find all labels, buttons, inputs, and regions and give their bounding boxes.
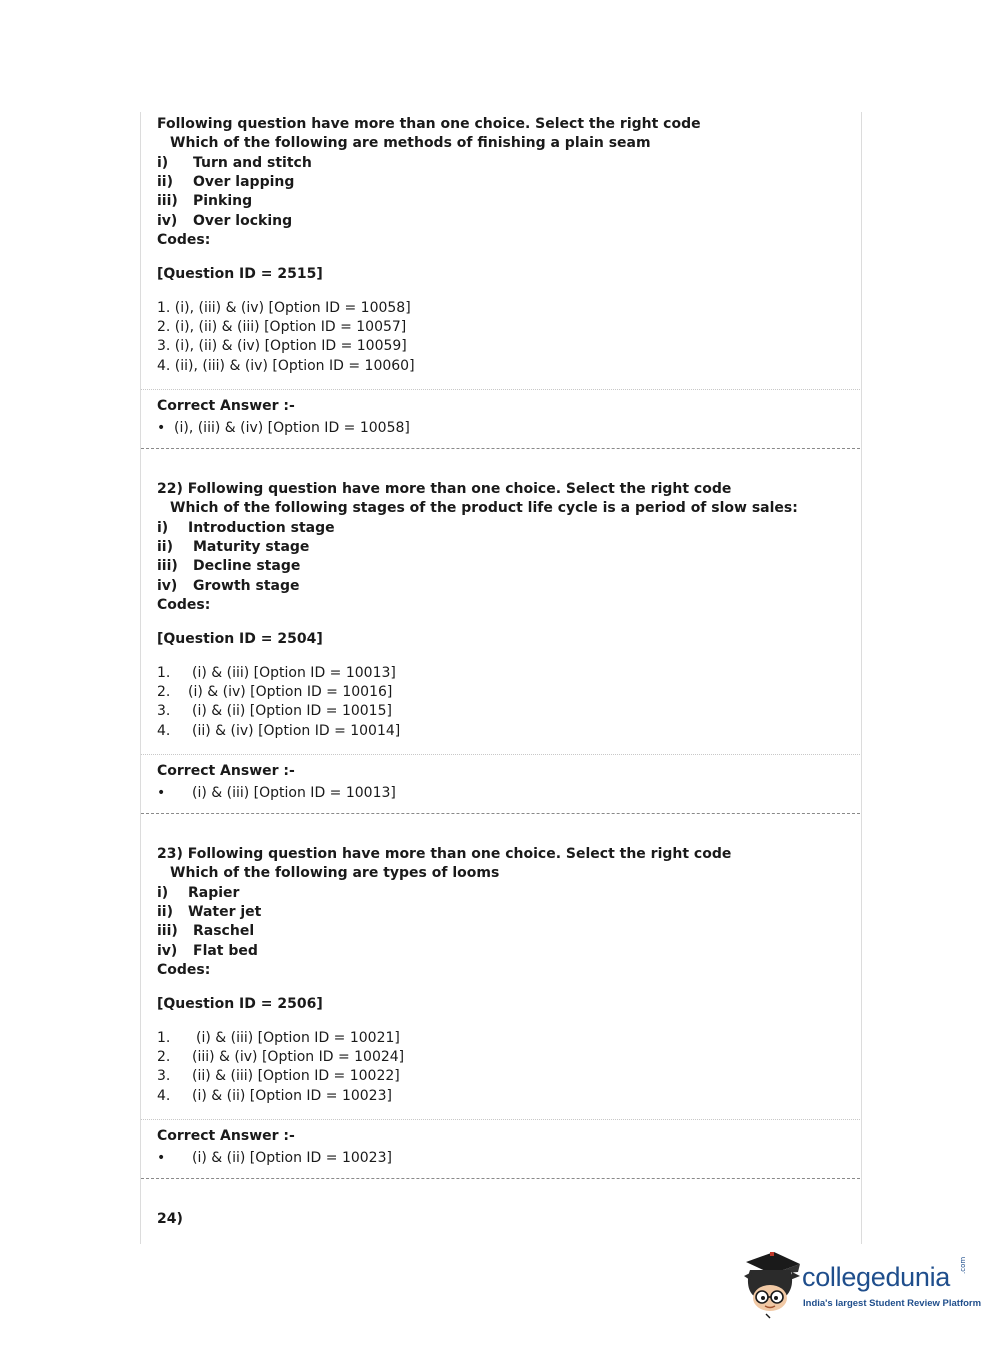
option-text: (ii) & (iv) [Option ID = 10014] <box>192 723 401 739</box>
q21-item-text: Over lapping <box>193 174 295 190</box>
q21-option-4: 4. (ii), (iii) & (iv) [Option ID = 10060] <box>157 358 415 374</box>
q21-item-text: Over locking <box>193 213 293 229</box>
q23-item-2 <box>157 904 261 920</box>
bullet: • <box>157 420 166 436</box>
q23-item-num: i) <box>157 885 169 901</box>
option-num: 4. <box>157 1088 171 1104</box>
q22-correct-text: (i) & (iii) [Option ID = 10013] <box>192 785 396 801</box>
q23-item-1 <box>157 885 239 901</box>
divider <box>141 389 860 390</box>
q23-item-text: Rapier <box>188 885 240 901</box>
option-text: (i) & (ii) [Option ID = 10023] <box>192 1088 392 1104</box>
option-num: 4. <box>157 723 171 739</box>
q22-codes: Codes: <box>157 597 211 613</box>
q22-item-text: Maturity stage <box>193 539 310 555</box>
q21-item-2 <box>157 174 294 190</box>
q22-correct-label: Correct Answer :- <box>157 763 295 779</box>
q23-option-3 <box>157 1068 400 1084</box>
logo-wordmark: collegedunia <box>802 1262 951 1292</box>
q23-item-4 <box>157 943 258 959</box>
q22-item-num: iii) <box>157 558 178 574</box>
bullet: • <box>157 785 166 801</box>
q23-item-num: iii) <box>157 923 178 939</box>
option-text: (i) & (ii) [Option ID = 10015] <box>192 703 392 719</box>
option-num: 2. <box>157 684 171 700</box>
option-text: (i) & (iii) [Option ID = 10013] <box>192 665 396 681</box>
q21-option-3: 3. (i), (ii) & (iv) [Option ID = 10059] <box>157 338 407 354</box>
option-text: (i) & (iii) [Option ID = 10021] <box>196 1030 400 1046</box>
q23-question-id: [Question ID = 2506] <box>157 996 323 1012</box>
logo-domain: .com <box>959 1256 967 1274</box>
question-separator <box>141 1178 860 1179</box>
q21-question: Which of the following are methods of finishing a plain seam <box>170 135 651 151</box>
q22-question-id: [Question ID = 2504] <box>157 631 323 647</box>
q23-option-4 <box>157 1088 392 1104</box>
q23-item-num: iv) <box>157 943 178 959</box>
collegedunia-logo[interactable] <box>740 1250 982 1320</box>
option-num: 3. <box>157 703 171 719</box>
q21-correct-answer <box>157 420 410 436</box>
q22-option-3 <box>157 703 392 719</box>
q21-option-1: 1. (i), (iii) & (iv) [Option ID = 10058] <box>157 300 411 316</box>
q23-correct-label: Correct Answer :- <box>157 1128 295 1144</box>
q23-item-text: Water jet <box>188 904 262 920</box>
q21-question-id: [Question ID = 2515] <box>157 266 323 282</box>
q23-codes: Codes: <box>157 962 211 978</box>
q22-item-num: i) <box>157 520 169 536</box>
question-separator <box>141 813 860 814</box>
q22-option-1 <box>157 665 396 681</box>
q21-item-num: i) <box>157 155 169 171</box>
q22-intro: 22) Following question have more than one choice. Select the right code <box>157 481 732 497</box>
divider <box>141 754 860 755</box>
q21-item-num: iii) <box>157 193 178 209</box>
q23-item-text: Flat bed <box>193 943 258 959</box>
q22-item-1 <box>157 520 335 536</box>
q21-correct-text: (i), (iii) & (iv) [Option ID = 10058] <box>174 420 410 436</box>
q22-option-4 <box>157 723 400 739</box>
q21-item-num: iv) <box>157 213 178 229</box>
q23-item-3 <box>157 923 254 939</box>
question-separator <box>141 448 860 449</box>
q23-option-1 <box>157 1030 400 1046</box>
q23-correct-answer <box>157 1150 392 1166</box>
option-text: (ii) & (iii) [Option ID = 10022] <box>192 1068 400 1084</box>
bullet: • <box>157 1150 166 1166</box>
q23-question: Which of the following are types of looms <box>170 865 500 881</box>
option-text: (iii) & (iv) [Option ID = 10024] <box>192 1049 405 1065</box>
mascot-icon <box>740 1250 802 1320</box>
q21-item-3 <box>157 193 252 209</box>
q23-item-text: Raschel <box>193 923 255 939</box>
q22-item-4 <box>157 578 299 594</box>
q23-option-2 <box>157 1049 404 1065</box>
q21-codes: Codes: <box>157 232 211 248</box>
q23-item-num: ii) <box>157 904 173 920</box>
logo-tagline: India's largest Student Review Platform <box>803 1298 982 1309</box>
q22-item-num: ii) <box>157 539 173 555</box>
q24-label: 24) <box>157 1211 183 1227</box>
q21-intro: Following question have more than one choice. Select the right code <box>157 116 701 132</box>
option-num: 2. <box>157 1049 171 1065</box>
q22-item-text: Decline stage <box>193 558 301 574</box>
q21-item-4 <box>157 213 292 229</box>
q22-question: Which of the following stages of the product life cycle is a period of slow sales: <box>170 500 798 516</box>
q23-intro: 23) Following question have more than one choice. Select the right code <box>157 846 732 862</box>
q21-option-2: 2. (i), (ii) & (iii) [Option ID = 10057] <box>157 319 407 335</box>
divider <box>141 1119 860 1120</box>
option-num: 1. <box>157 1030 171 1046</box>
q21-item-1 <box>157 155 312 171</box>
q21-correct-label: Correct Answer :- <box>157 398 295 414</box>
q23-correct-text: (i) & (ii) [Option ID = 10023] <box>192 1150 392 1166</box>
q22-item-text: Introduction stage <box>188 520 335 536</box>
q22-option-2 <box>157 684 392 700</box>
q22-correct-answer <box>157 785 396 801</box>
q21-item-text: Pinking <box>193 193 253 209</box>
q22-item-3 <box>157 558 300 574</box>
q22-item-num: iv) <box>157 578 178 594</box>
option-text: (i) & (iv) [Option ID = 10016] <box>188 684 393 700</box>
option-num: 3. <box>157 1068 171 1084</box>
q22-item-2 <box>157 539 309 555</box>
q21-item-text: Turn and stitch <box>193 155 312 171</box>
q21-item-num: ii) <box>157 174 173 190</box>
option-num: 1. <box>157 665 171 681</box>
q22-item-text: Growth stage <box>193 578 300 594</box>
